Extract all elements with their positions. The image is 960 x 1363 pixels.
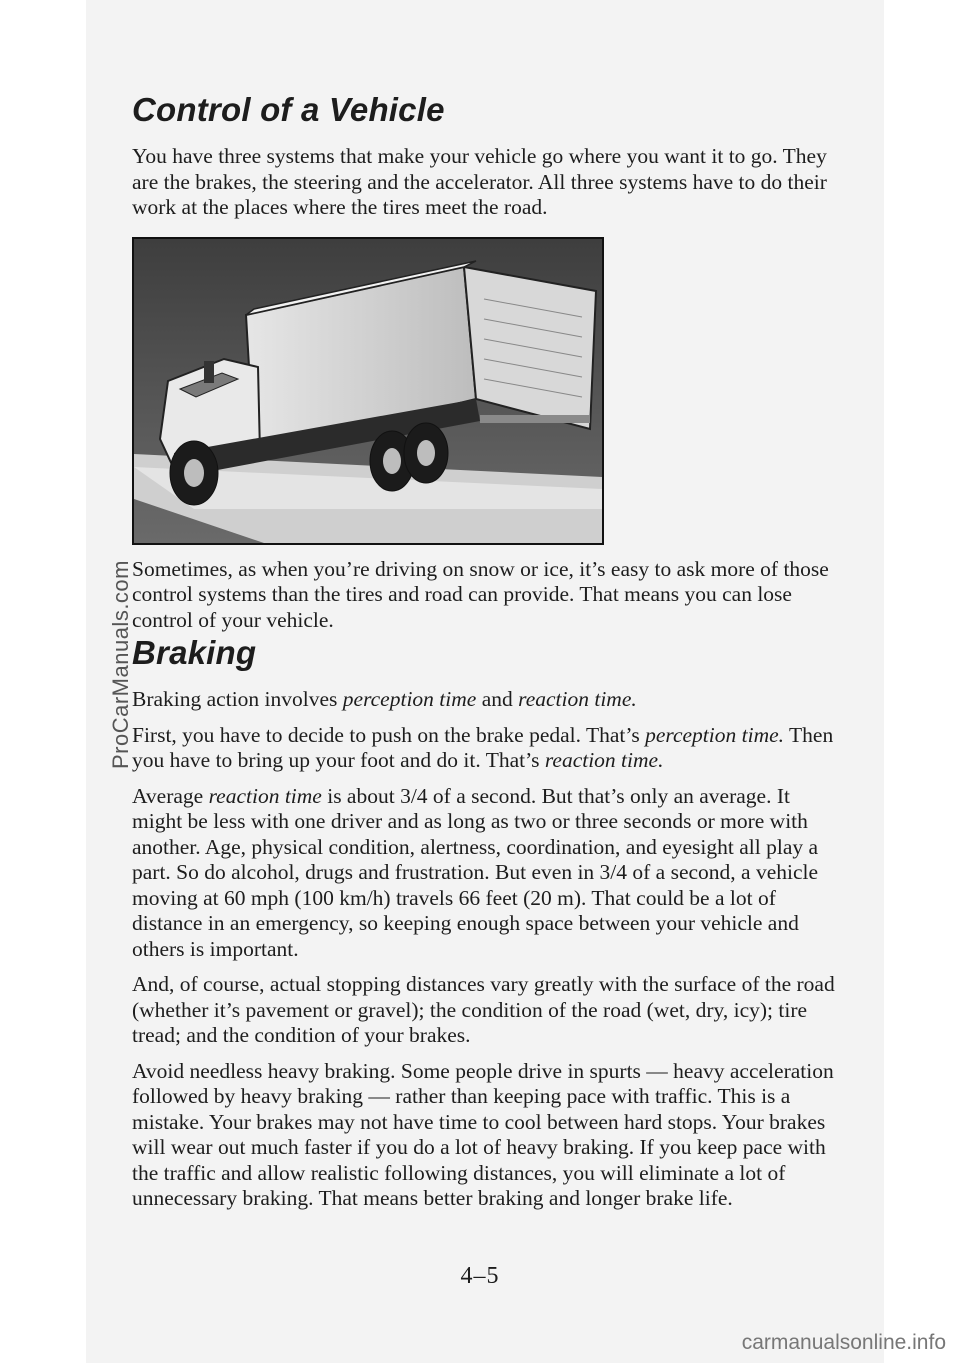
truck-figure bbox=[132, 237, 604, 545]
braking-paragraph-3: Average reaction time is about 3/4 of a second. But that’s only an average. It might be less with one driver and as long as two or three seconds or more with another. Age, physical condition, alertness, coordination, and eyesight all play a part. So do alcohol, drugs and frustration. But even in 3/4 of a second, a vehicle moving at 60 mph (100 km/h) travels 66 feet (20 m). That could be a lot of distance in an emergency, so keeping enough space between your vehicle and others is important. bbox=[132, 783, 819, 961]
braking-paragraph-1: Braking action involves perception time and reaction time. bbox=[132, 687, 637, 711]
section-title-control: Control of a Vehicle bbox=[132, 91, 445, 128]
braking-paragraph-2: First, you have to decide to push on the brake pedal. That’s perception time. Then you have to bring up your foot and do it. That’s reaction time. bbox=[132, 722, 834, 772]
after-figure-paragraph: Sometimes, as when you’re driving on snow or ice, it’s easy to ask more of those control systems than the tires and road can provide. That means you can lose control of your vehicle. bbox=[132, 556, 829, 632]
side-watermark: ProCarManuals.com bbox=[108, 560, 133, 770]
intro-paragraph: You have three systems that make your vehicle go where you want it to go. They are the brakes, the steering and the accelerator. All three systems have to do their work at the places where the tires meet the road. bbox=[132, 144, 827, 219]
box-truck-illustration-icon bbox=[134, 239, 602, 543]
braking-paragraph-4: And, of course, actual stopping distances vary greatly with the surface of the road (whether it’s pavement or gravel); the condition of the road (wet, dry, icy); tire tread; and the condition of your brakes. bbox=[132, 972, 835, 1047]
braking-paragraph-5: Avoid needless heavy braking. Some people drive in spurts — heavy acceleration followed by heavy braking — rather than keeping pace with traffic. This is a mistake. Your brakes may not have time to cool between hard stops. Your brakes will wear out much faster if you do a lot of heavy braking. If you keep pace with the traffic and allow realistic following distances, you will eliminate a lot of unnecessary braking. That means better braking and longer brake life. bbox=[132, 1058, 834, 1210]
section-title-braking: Braking bbox=[132, 634, 257, 671]
bottom-watermark: carmanualsonline.info bbox=[741, 1331, 946, 1354]
page-number: 4–5 bbox=[460, 1263, 500, 1289]
page-content bbox=[132, 90, 844, 1212]
